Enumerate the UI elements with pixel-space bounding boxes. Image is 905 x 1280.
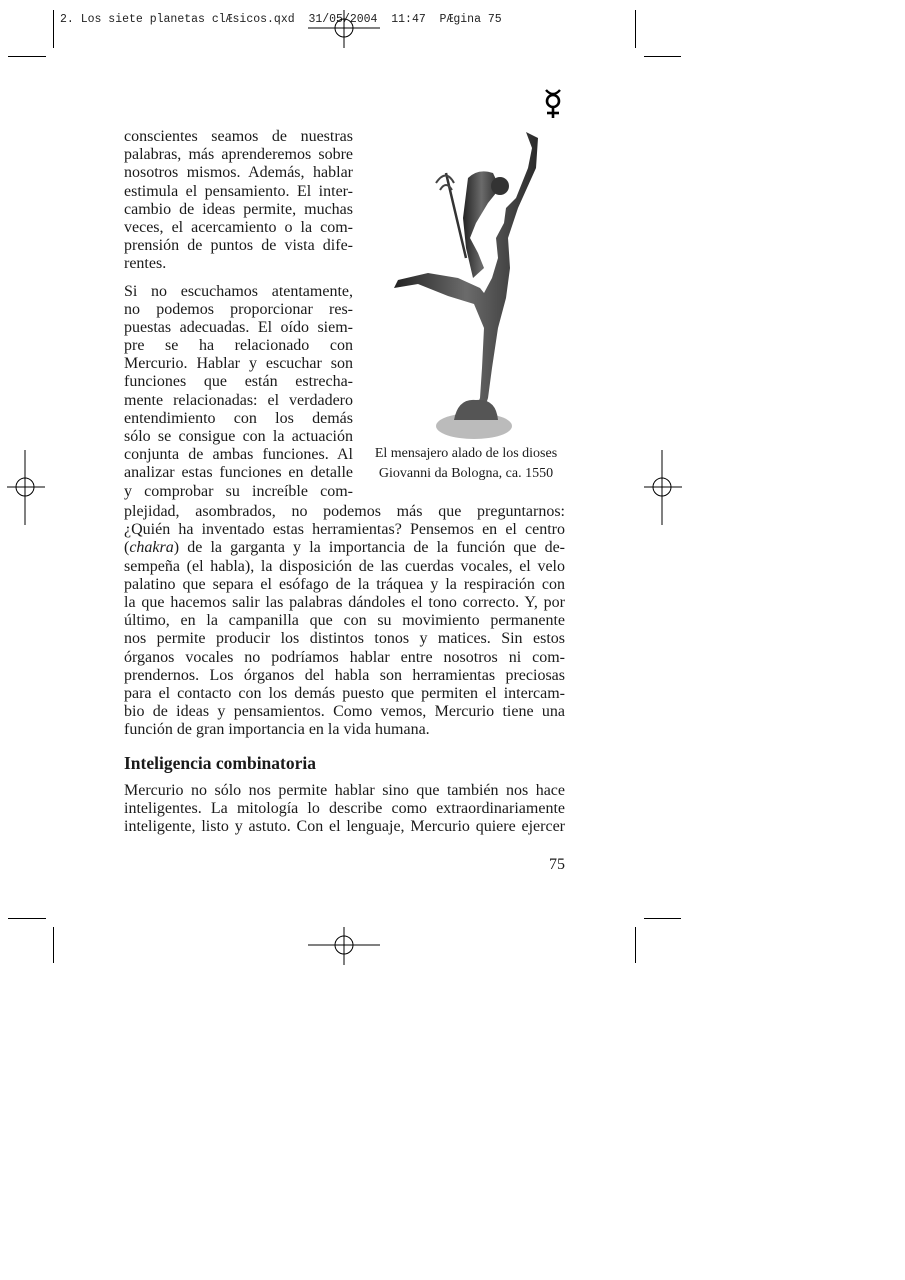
section-heading: Inteligencia combinatoria: [124, 753, 316, 773]
column-text: [124, 128, 353, 501]
mercury-statue-image: [388, 128, 548, 443]
text-line: y comprobar su increíble com-: [124, 482, 353, 500]
text-line: Si no escuchamos atentamente,: [124, 282, 353, 300]
text-line: cambio de ideas permite, muchas: [124, 200, 353, 218]
text-line: palatino que separa el esófago de la tráquea y la respiración con: [124, 575, 565, 593]
text-line: (chakra) de la garganta y la importancia de la función que de-: [124, 539, 565, 557]
text-line: estimula el pensamiento. El inter-: [124, 182, 353, 200]
figure-caption: [366, 444, 566, 484]
text-line: función de gran importancia en la vida humana.: [124, 721, 430, 739]
registration-mark-icon: [306, 927, 382, 965]
text-line: inteligente, listo y astuto. Con el lenguaje, Mercurio quiere ejercer: [124, 818, 565, 836]
text-line: sempeña (el habla), la disposición de las cuerdas vocales, el velo: [124, 557, 565, 575]
text-line: Mercurio. Hablar y escuchar son: [124, 355, 353, 373]
registration-mark-icon: [644, 450, 682, 525]
text-line: palabras, más aprenderemos sobre: [124, 146, 353, 164]
body-text: [124, 503, 565, 739]
crop-mark: [53, 927, 54, 963]
text-line: conjunta de ambas funciones. Al: [124, 446, 353, 464]
text-line: rentes.: [124, 255, 167, 273]
text-line: nosotros mismos. Además, hablar: [124, 164, 353, 182]
text-line: pre se ha relacionado con: [124, 337, 353, 355]
crop-mark: [8, 918, 46, 919]
caption-line: Giovanni da Bologna, ca. 1550: [378, 466, 554, 481]
crop-mark: [8, 56, 46, 57]
text-line: no podemos proporcionar res-: [124, 300, 353, 318]
crop-mark: [644, 918, 681, 919]
page-number: 75: [549, 856, 565, 873]
caption-line: El mensajero alado de los dioses: [374, 446, 558, 461]
text-line: último, en la campanilla que con su movimiento permanente: [124, 612, 565, 630]
registration-mark-icon: [306, 10, 382, 48]
text-line: ¿Quién ha inventado estas herramientas? Pensemos en el centro: [124, 521, 565, 539]
mercury-symbol-icon: [541, 88, 565, 120]
text-line: funciones que están estrecha-: [124, 373, 353, 391]
text-line: conscientes seamos de nuestras: [124, 128, 353, 145]
text-line: bio de ideas y pensamientos. Como vemos, Mercurio tiene una: [124, 703, 565, 721]
crop-mark: [53, 10, 54, 48]
crop-mark: [635, 10, 636, 48]
crop-mark: [635, 927, 636, 963]
text-line: nos permite producir los distintos tonos y matices. Sin estos: [124, 630, 565, 648]
body-text: [124, 782, 565, 837]
crop-mark: [644, 56, 681, 57]
file-slug: 2. Los siete planetas clÆsicos.qxd 31/05/2004 11:47 PÆgina 75: [60, 13, 502, 26]
text-line: puestas adecuadas. El oído siem-: [124, 318, 353, 336]
text-line: entendimiento con los demás: [124, 409, 353, 427]
text-line: analizar estas funciones en detalle: [124, 464, 353, 482]
text-line: la que hacemos salir las palabras dándoles el tono correcto. Y, por: [124, 593, 565, 611]
italic-term: chakra: [129, 539, 174, 557]
text-line: inteligentes. La mitología lo describe como extraordinariamente: [124, 800, 565, 818]
text-line: Mercurio no sólo nos permite hablar sino que también nos hace: [124, 782, 565, 799]
text-line: para el contacto con los demás puesto que permiten el intercam-: [124, 684, 565, 702]
text-line: prendernos. Los órganos del habla son herramientas preciosas: [124, 666, 565, 684]
text-line: plejidad, asombrados, no podemos más que preguntarnos:: [124, 503, 565, 520]
text-line: mente relacionadas: el verdadero: [124, 391, 353, 409]
registration-mark-icon: [7, 450, 45, 525]
text-line: prensión de puntos de vista dife-: [124, 237, 353, 255]
text-line: veces, el acercamiento o la com-: [124, 218, 353, 236]
text-line: órganos vocales no podríamos hablar entre nosotros ni com-: [124, 648, 565, 666]
text-line: sólo se consigue con la actuación: [124, 428, 353, 445]
